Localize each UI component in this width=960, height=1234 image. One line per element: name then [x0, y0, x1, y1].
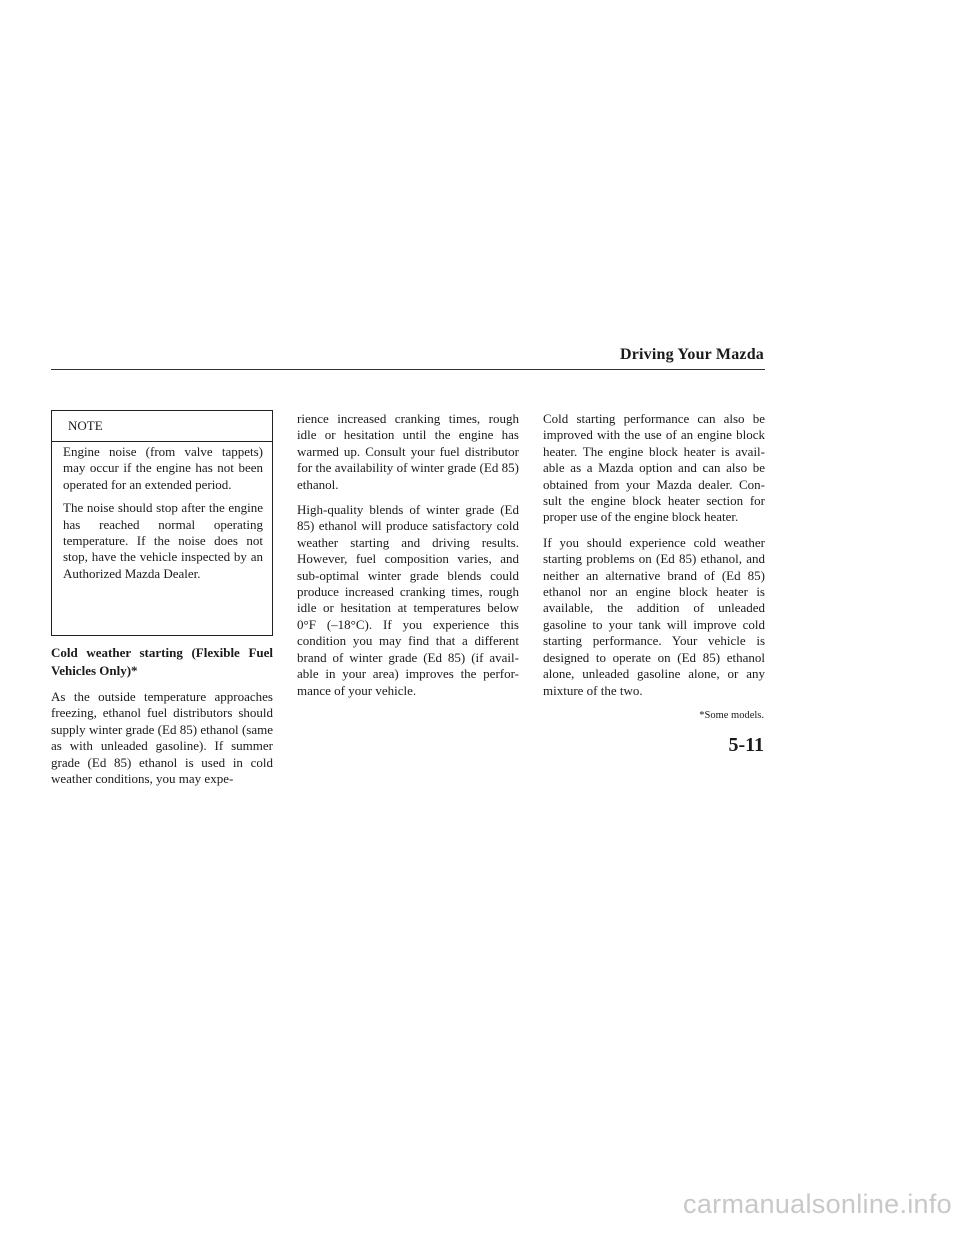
column-3 — [543, 411, 765, 708]
note-paragraph-1: Engine noise (from valve tappets) may occur if the engine has not been operated for an extended period. — [63, 444, 263, 492]
column-2-paragraph-1: rience increased cranking times, rough idle or hesitation until the engine has warmed up. Consult your fuel distributor for the availability of winter grade (Ed 85) ethanol. — [297, 411, 519, 492]
watermark: carmanualsonline.info — [683, 1189, 952, 1219]
column-3-paragraph-1: Cold starting performance can also be improved with the use of an engine block heater. The engine block heater is avail- able as a Mazda option and can also be obtained from your Mazda dealer. Con- sult the engine block heater section for proper use of the engine block heater. — [543, 411, 765, 525]
note-box — [51, 410, 273, 636]
page-number: 5-11 — [728, 734, 764, 756]
column-1-body — [51, 644, 273, 787]
column-3-paragraph-2: If you should experience cold weather starting problems on (Ed 85) ethanol, and neither an alternative brand of (Ed 85) ethanol nor an engine block heater is available, the addition of unleaded gasoline to your tank will improve cold starting performance. Your vehicle is designed to operate on (Ed 85) ethanol alone, unleaded gasoline alone, or any mixture of the two. — [543, 534, 765, 698]
section-title: Driving Your Mazda — [619, 346, 764, 363]
note-body — [63, 444, 263, 589]
note-paragraph-2: The noise should stop after the engine has reached normal operating temperature. If the noise does not stop, have the vehicle inspected by an Authorized Mazda Dealer. — [63, 500, 263, 581]
column-2-paragraph-2: High-quality blends of winter grade (Ed 85) ethanol will produce satisfactory cold weather starting and driving results. However, fuel composition varies, and sub-optimal winter grade blends could produce increased cranking times, rough idle or hesitation at temperatures below 0°F (–18°C). If you experience this condition you may find that a different brand of winter grade (Ed 85) (if avail- able in your area) improves the perfor- mance of your vehicle. — [297, 502, 519, 698]
column-2 — [297, 411, 519, 708]
header-rule — [51, 369, 765, 370]
column-1-paragraph-1: As the outside temperature approaches freezing, ethanol fuel distributors should supply winter grade (Ed 85) ethanol (same as with unleaded gasoline). If summer grade (Ed 85) ethanol is used in cold weather conditions, you may expe- — [51, 689, 273, 787]
footnote: *Some models. — [699, 710, 764, 721]
cold-weather-heading: Cold weather starting (Flexible Fuel Vehicles Only)* — [51, 645, 273, 678]
note-label: NOTE — [68, 418, 103, 433]
note-divider — [52, 441, 272, 442]
